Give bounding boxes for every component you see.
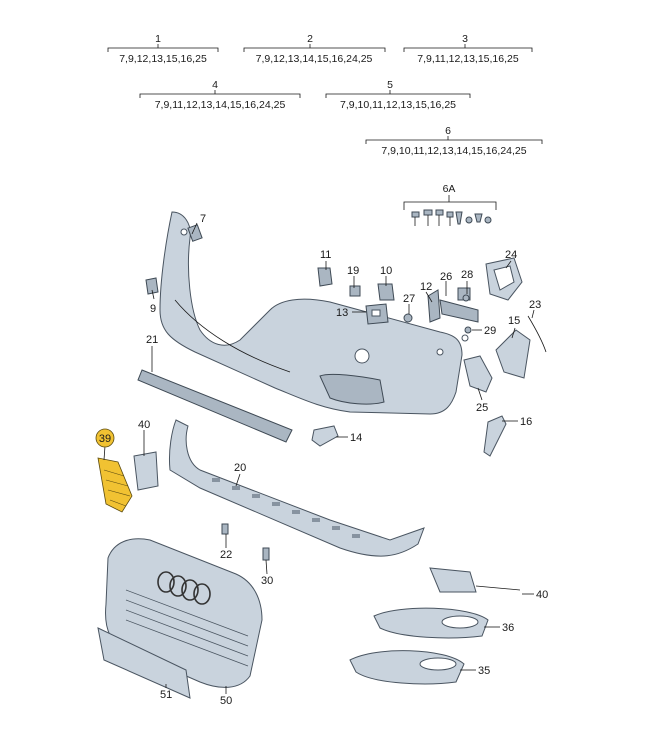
callout-28: 28 bbox=[461, 269, 474, 281]
group-5-list: 7,9,10,11,12,13,15,16,25 bbox=[340, 99, 456, 111]
part-11 bbox=[318, 268, 332, 286]
callout-7: 7 bbox=[200, 213, 207, 225]
part-25 bbox=[464, 356, 492, 392]
group-6a-number: 6A bbox=[442, 183, 456, 195]
callout-26: 26 bbox=[440, 271, 453, 283]
callout-50: 50 bbox=[220, 695, 233, 707]
group-5 bbox=[326, 79, 470, 111]
part-13 bbox=[366, 304, 388, 324]
group-6 bbox=[366, 125, 542, 157]
callout-24: 24 bbox=[505, 249, 518, 261]
part-19 bbox=[350, 286, 360, 296]
part-20 bbox=[169, 420, 424, 556]
callout-29: 29 bbox=[484, 325, 497, 337]
part-30 bbox=[263, 548, 269, 560]
group-2 bbox=[244, 33, 385, 65]
callout-30: 30 bbox=[261, 575, 274, 587]
part-29 bbox=[465, 327, 471, 333]
group-4 bbox=[140, 79, 300, 111]
part-24 bbox=[486, 258, 522, 300]
part-14 bbox=[312, 426, 338, 446]
callout-51: 51 bbox=[160, 689, 173, 701]
callout-15: 15 bbox=[508, 315, 521, 327]
part-22 bbox=[222, 524, 228, 534]
group-3 bbox=[404, 33, 532, 65]
callout-39: 39 bbox=[98, 433, 112, 445]
group-5-number: 5 bbox=[387, 79, 393, 91]
part-27 bbox=[404, 314, 412, 322]
part-40-right bbox=[430, 568, 520, 592]
group-6a bbox=[404, 183, 496, 226]
group-4-number: 4 bbox=[212, 79, 218, 91]
callout-23: 23 bbox=[529, 299, 542, 311]
group-6-number: 6 bbox=[445, 125, 451, 137]
callout-14: 14 bbox=[350, 432, 363, 444]
callout-36: 36 bbox=[502, 622, 515, 634]
bumper-cover bbox=[160, 212, 468, 414]
callout-22: 22 bbox=[220, 549, 233, 561]
group-6-list: 7,9,10,11,12,13,14,15,16,24,25 bbox=[381, 145, 527, 157]
callout-39-badge bbox=[96, 429, 114, 447]
callout-16: 16 bbox=[520, 416, 533, 428]
part-10 bbox=[378, 284, 394, 300]
callout-9: 9 bbox=[150, 303, 157, 315]
callout-19: 19 bbox=[347, 265, 360, 277]
callout-40-upper: 40 bbox=[138, 419, 151, 431]
part-28 bbox=[463, 295, 469, 301]
group-2-number: 2 bbox=[307, 33, 313, 45]
group-2-list: 7,9,12,13,14,15,16,24,25 bbox=[255, 53, 373, 65]
callout-21: 21 bbox=[146, 334, 159, 346]
group-3-list: 7,9,11,12,13,15,16,25 bbox=[417, 53, 519, 65]
group-1-list: 7,9,12,13,15,16,25 bbox=[119, 53, 207, 65]
callout-35: 35 bbox=[478, 665, 491, 677]
callout-25: 25 bbox=[476, 402, 489, 414]
part-15 bbox=[496, 330, 530, 378]
group-1-number: 1 bbox=[155, 33, 161, 45]
callout-10: 10 bbox=[380, 265, 393, 277]
part-36 bbox=[374, 608, 488, 638]
group-3-number: 3 bbox=[462, 33, 468, 45]
part-40-left bbox=[134, 452, 158, 490]
part-16 bbox=[484, 416, 506, 456]
fastener-set-6a bbox=[412, 210, 491, 226]
callout-20: 20 bbox=[234, 462, 247, 474]
part-35 bbox=[350, 651, 464, 684]
callout-13: 13 bbox=[336, 307, 349, 319]
callout-40-lower: 40 bbox=[536, 589, 549, 601]
callout-11: 11 bbox=[320, 249, 332, 261]
callout-12: 12 bbox=[420, 281, 433, 293]
callout-27: 27 bbox=[403, 293, 416, 305]
part-23 bbox=[528, 316, 546, 352]
group-1 bbox=[108, 33, 218, 65]
part-39 bbox=[98, 458, 132, 512]
group-4-list: 7,9,11,12,13,14,15,16,24,25 bbox=[154, 99, 286, 111]
